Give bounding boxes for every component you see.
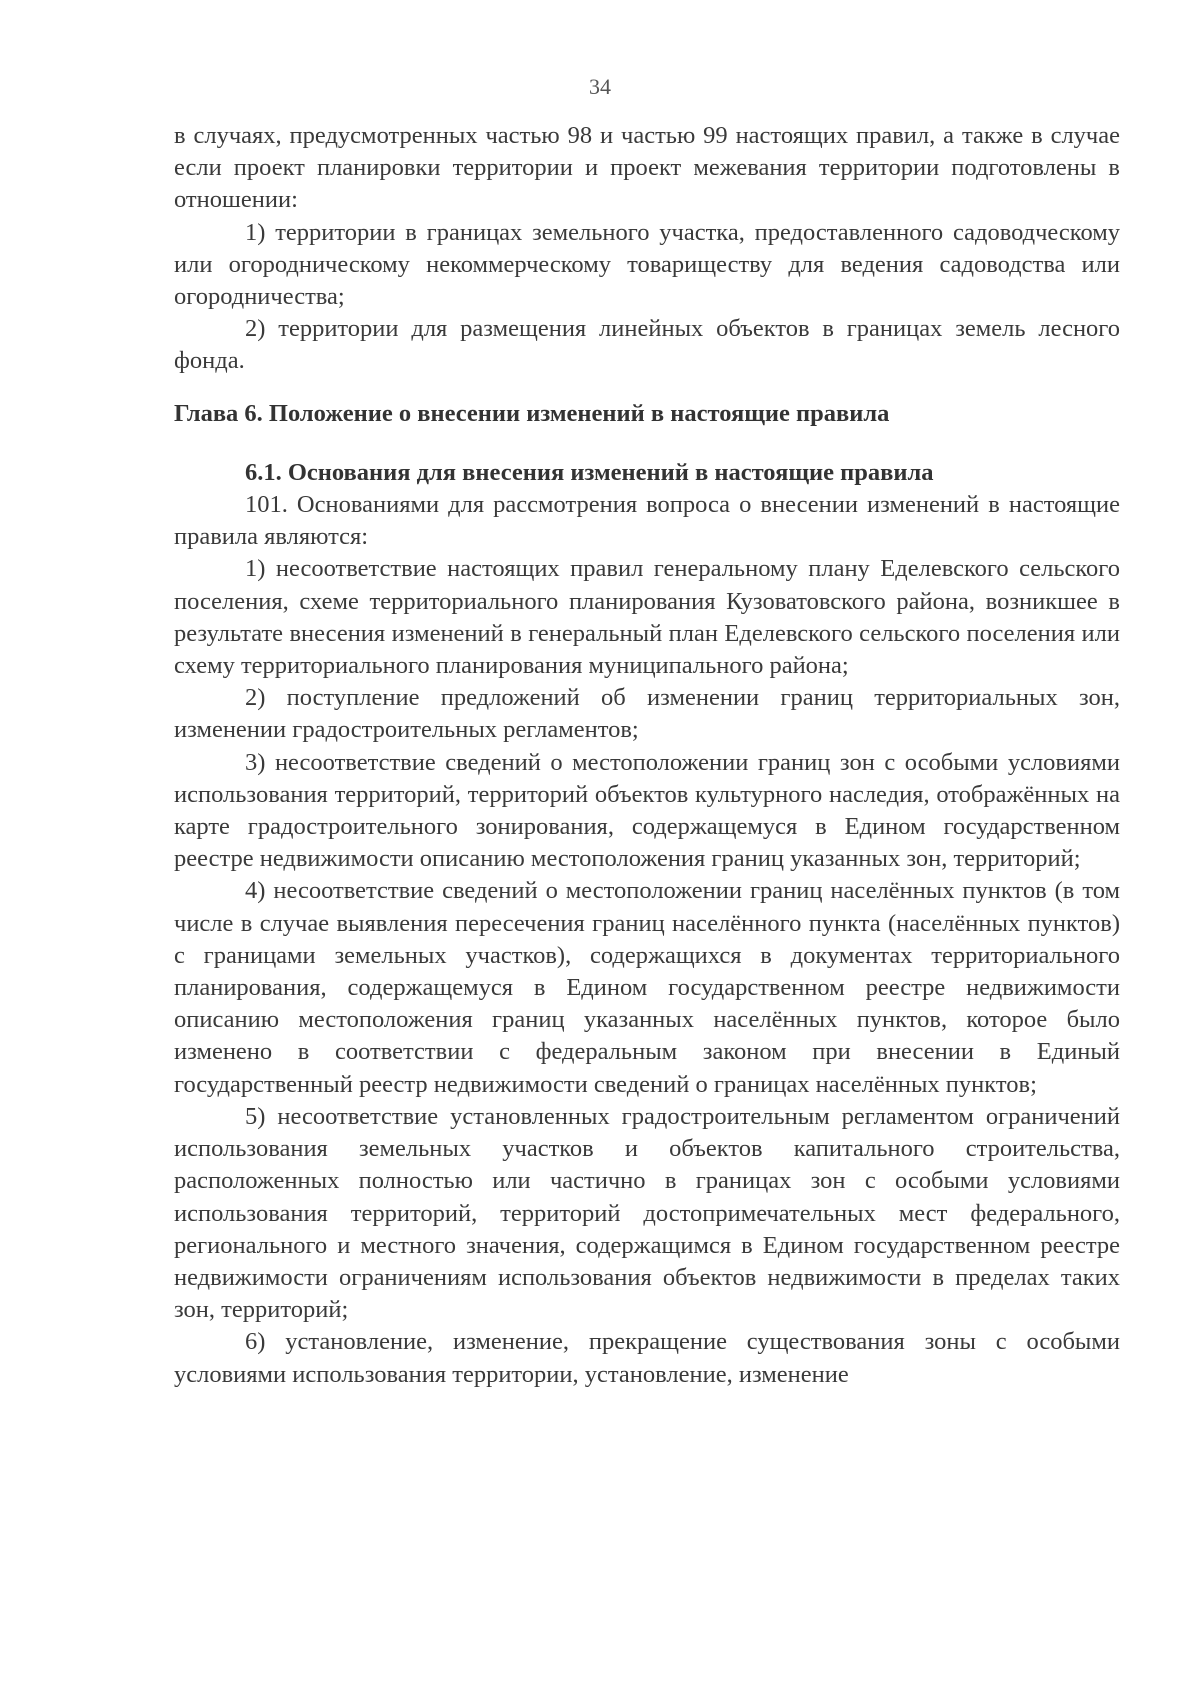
ground-list-item: 6) установление, изменение, прекращение существования зоны с особыми условиями использования территории, установление, изменение [174,1328,1120,1388]
ground-list-item: 4) несоответствие сведений о местоположении границ населённых пунктов (в том числе в случае выявления пересечения границ населённого пункта (населённых пунктов) с границами земельных участков), содержащихся в документах территориального планирования, содержащемуся в Едином государственном реестре недвижимости описанию местоположения границ указанных населённых пунктов, которое было изменено в соответствии с федеральным законом при внесении в Единый государственный реестр недвижимости сведений о границах населённых пунктов; [174,877,1120,1098]
intro-list-item: 1) территории в границах земельного участка, предоставленного садоводческому или огородническому некоммерческому товариществу для ведения садоводства или огородничества; [174,218,1120,311]
page-number: 34 [589,74,611,99]
ground-list-item: 2) поступление предложений об изменении границ территориальных зон, изменении градостроительных регламентов; [174,684,1120,744]
document-body [174,120,1120,1391]
paragraph-101: 101. Основаниями для рассмотрения вопроса о внесении изменений в настоящие правила являются: [174,491,1120,551]
intro-list-item: 2) территории для размещения линейных объектов в границах земель лесного фонда. [174,315,1120,375]
section-heading: 6.1. Основания для внесения изменений в настоящие правила [245,458,934,486]
ground-list-item: 5) несоответствие установленных градостроительным регламентом ограничений использования земельных участков и объектов капитального строительства, расположенных полностью или частично в границах зон с особыми условиями использования территорий, территорий достопримечательных мест федерального, регионального и местного значения, содержащимся в Едином государственном реестре недвижимости ограничениям использования объектов недвижимости в пределах таких зон, территорий; [174,1102,1120,1324]
continuation-paragraph: в случаях, предусмотренных частью 98 и частью 99 настоящих правил, а также в случае если проект планировки территории и проект межевания территории подготовлены в отношении: [174,122,1120,214]
ground-list-item: 3) несоответствие сведений о местоположении границ зон с особыми условиями использования территорий, территорий объектов культурного наследия, отображённых на карте градостроительного зонирования, содержащемуся в Едином государственном реестре недвижимости описанию местоположения границ указанных зон, территорий; [174,748,1120,873]
chapter-heading: Глава 6. Положение о внесении изменений в настоящие правила [174,399,890,427]
ground-list-item: 1) несоответствие настоящих правил генеральному плану Еделевского сельского поселения, схеме территориального планирования Кузоватовского района, возникшее в результате внесения изменений в генеральный план Еделевского сельского поселения или схему территориального планирования муниципального района; [174,555,1120,680]
